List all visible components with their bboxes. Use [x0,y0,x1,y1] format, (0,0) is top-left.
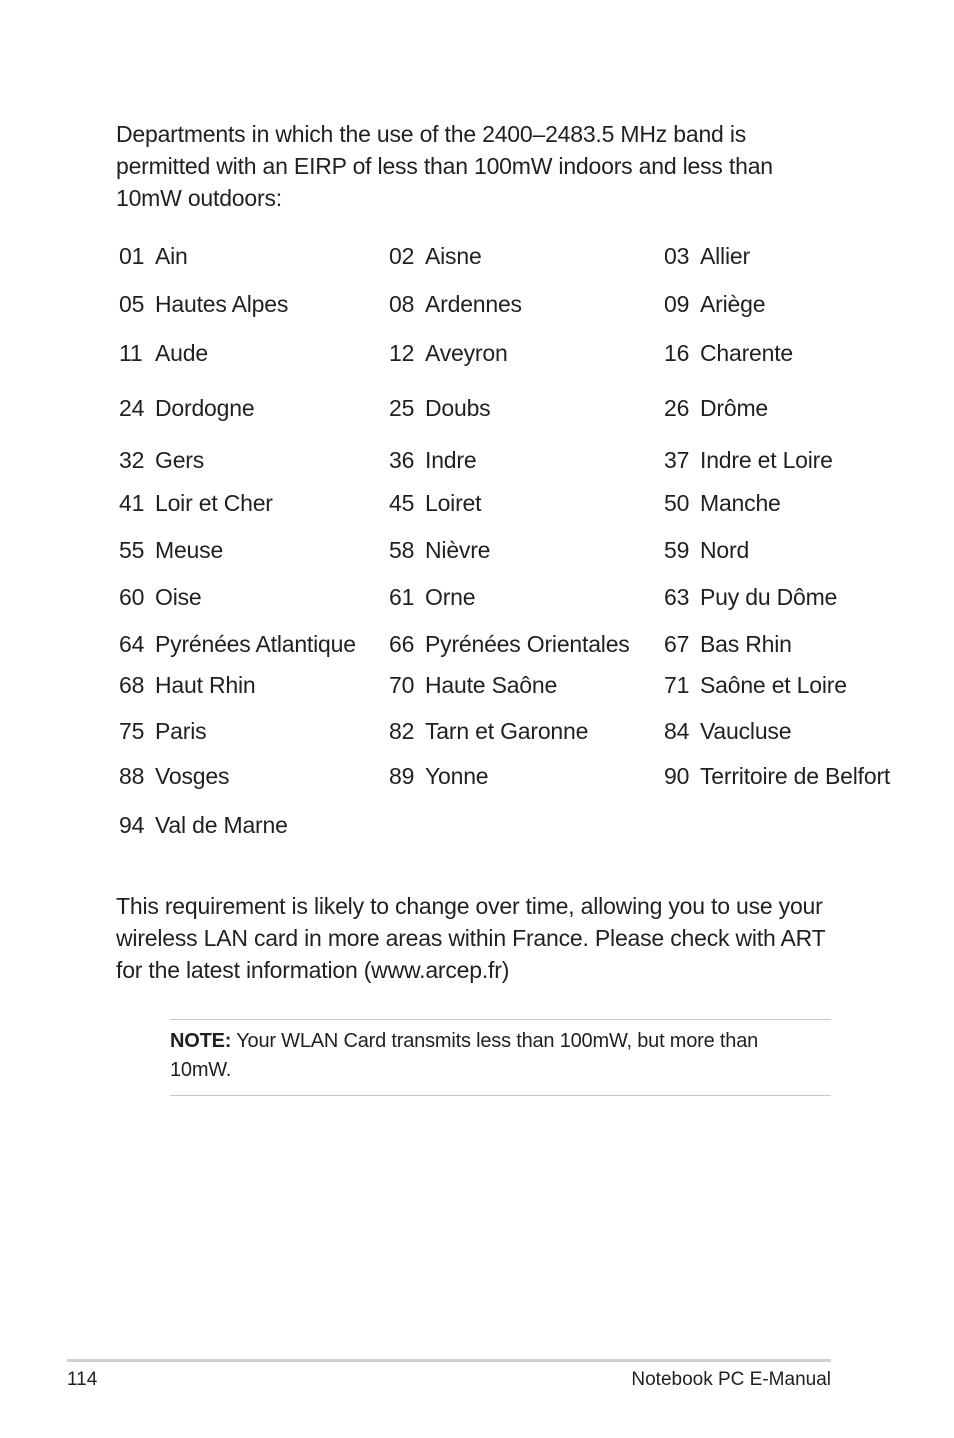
department-entry [119,339,208,367]
department-entry [664,762,890,790]
department-name: Ain [155,243,188,269]
department-name: Doubs [425,395,491,421]
department-code: 82 [389,718,415,744]
department-entry [389,762,488,790]
department-name: Aude [155,340,208,366]
note-body: Your WLAN Card transmits less than 100mW, but more than 10mW. [170,1030,759,1081]
department-code: 71 [664,672,690,698]
department-name: Aveyron [425,340,508,366]
department-name: Oise [155,584,202,610]
department-code: 89 [389,763,415,789]
department-name: Territoire de Belfort [700,763,891,789]
department-name: Haut Rhin [155,672,256,698]
department-name: Dordogne [155,395,255,421]
intro-paragraph: Departments in which the use of the 2400–2483.5 MHz band is permitted with an EIRP of less than 100mW indoors and less than 10mW outdoors: [116,121,773,211]
department-name: Meuse [155,537,224,563]
department-name: Allier [700,243,750,269]
department-name: Vosges [155,763,230,789]
department-name: Aisne [425,243,482,269]
department-code: 26 [664,395,690,421]
department-entry [119,290,288,318]
department-name: Yonne [425,763,489,789]
department-entry [664,242,750,270]
department-name: Val de Marne [155,812,288,838]
department-entry [389,242,482,270]
department-name: Loir et Cher [155,490,273,516]
department-name: Charente [700,340,794,366]
department-name: Gers [155,447,205,473]
department-name: Indre et Loire [700,447,833,473]
department-code: 16 [664,340,690,366]
department-code: 37 [664,447,690,473]
department-entry [119,446,204,474]
department-code: 58 [389,537,415,563]
department-name: Manche [700,490,781,516]
department-entry [389,536,490,564]
department-code: 02 [389,243,415,269]
department-code: 01 [119,243,145,269]
department-name: Saône et Loire [700,672,847,698]
department-name: Indre [425,447,477,473]
department-name: Haute Saône [425,672,558,698]
department-entry [389,489,481,517]
department-entry [389,717,588,745]
department-code: 94 [119,812,145,838]
department-code: 09 [664,291,690,317]
closing-paragraph: This requirement is likely to change over time, allowing you to use your wireless LAN card in more areas within France. Please check with ART for the latest information (www.arcep.fr) [116,893,826,983]
department-entry [119,762,229,790]
department-entry [119,717,206,745]
manual-title: Notebook PC E-Manual [631,1369,831,1390]
note-label: NOTE: [170,1030,232,1052]
page-number: 114 [67,1369,98,1390]
department-name: Bas Rhin [700,631,792,657]
department-name: Drôme [700,395,769,421]
department-code: 75 [119,718,145,744]
department-code: 36 [389,447,415,473]
department-entry [664,536,749,564]
department-code: 66 [389,631,415,657]
department-entry [389,290,522,318]
department-entry [119,811,288,839]
department-code: 70 [389,672,415,698]
department-entry [389,446,476,474]
department-entry [389,671,557,699]
department-code: 24 [119,395,145,421]
department-name: Vaucluse [700,718,792,744]
note-text [170,1027,820,1085]
department-entry [389,394,491,422]
department-entry [664,671,847,699]
department-code: 11 [119,340,143,366]
department-name: Pyrénées Atlantique [155,631,356,657]
department-code: 68 [119,672,145,698]
department-code: 32 [119,447,145,473]
department-name: Ardennes [425,291,522,317]
department-entry [119,489,273,517]
department-name: Nord [700,537,750,563]
department-name: Hautes Alpes [155,291,289,317]
department-code: 12 [389,340,415,366]
department-entry [664,583,837,611]
department-name: Loiret [425,490,482,516]
department-code: 41 [119,490,145,516]
department-entry [664,290,765,318]
department-entry [664,630,792,658]
department-name: Ariège [700,291,766,317]
department-entry [119,583,202,611]
department-name: Tarn et Garonne [425,718,589,744]
department-code: 63 [664,584,690,610]
department-entry [389,630,630,658]
department-code: 25 [389,395,415,421]
department-entry [119,630,356,658]
department-entry [664,717,791,745]
department-entry [664,394,768,422]
department-code: 60 [119,584,145,610]
department-entry [119,242,188,270]
department-entry [389,583,475,611]
department-code: 50 [664,490,690,516]
department-code: 67 [664,631,690,657]
department-code: 59 [664,537,690,563]
department-code: 64 [119,631,145,657]
note-box [170,1019,831,1096]
department-name: Nièvre [425,537,491,563]
department-code: 90 [664,763,690,789]
department-code: 03 [664,243,690,269]
department-entry [389,339,508,367]
department-entry [119,394,254,422]
department-code: 88 [119,763,145,789]
department-entry [664,489,781,517]
department-name: Puy du Dôme [700,584,838,610]
department-name: Pyrénées Orientales [425,631,630,657]
department-name: Paris [155,718,207,744]
department-entry [119,671,255,699]
department-entry [664,446,833,474]
department-code: 45 [389,490,415,516]
footer-divider [67,1359,831,1362]
department-code: 08 [389,291,415,317]
department-code: 61 [389,584,415,610]
department-entry [119,536,223,564]
department-name: Orne [425,584,476,610]
department-code: 55 [119,537,145,563]
department-code: 84 [664,718,690,744]
department-code: 05 [119,291,145,317]
department-entry [664,339,793,367]
